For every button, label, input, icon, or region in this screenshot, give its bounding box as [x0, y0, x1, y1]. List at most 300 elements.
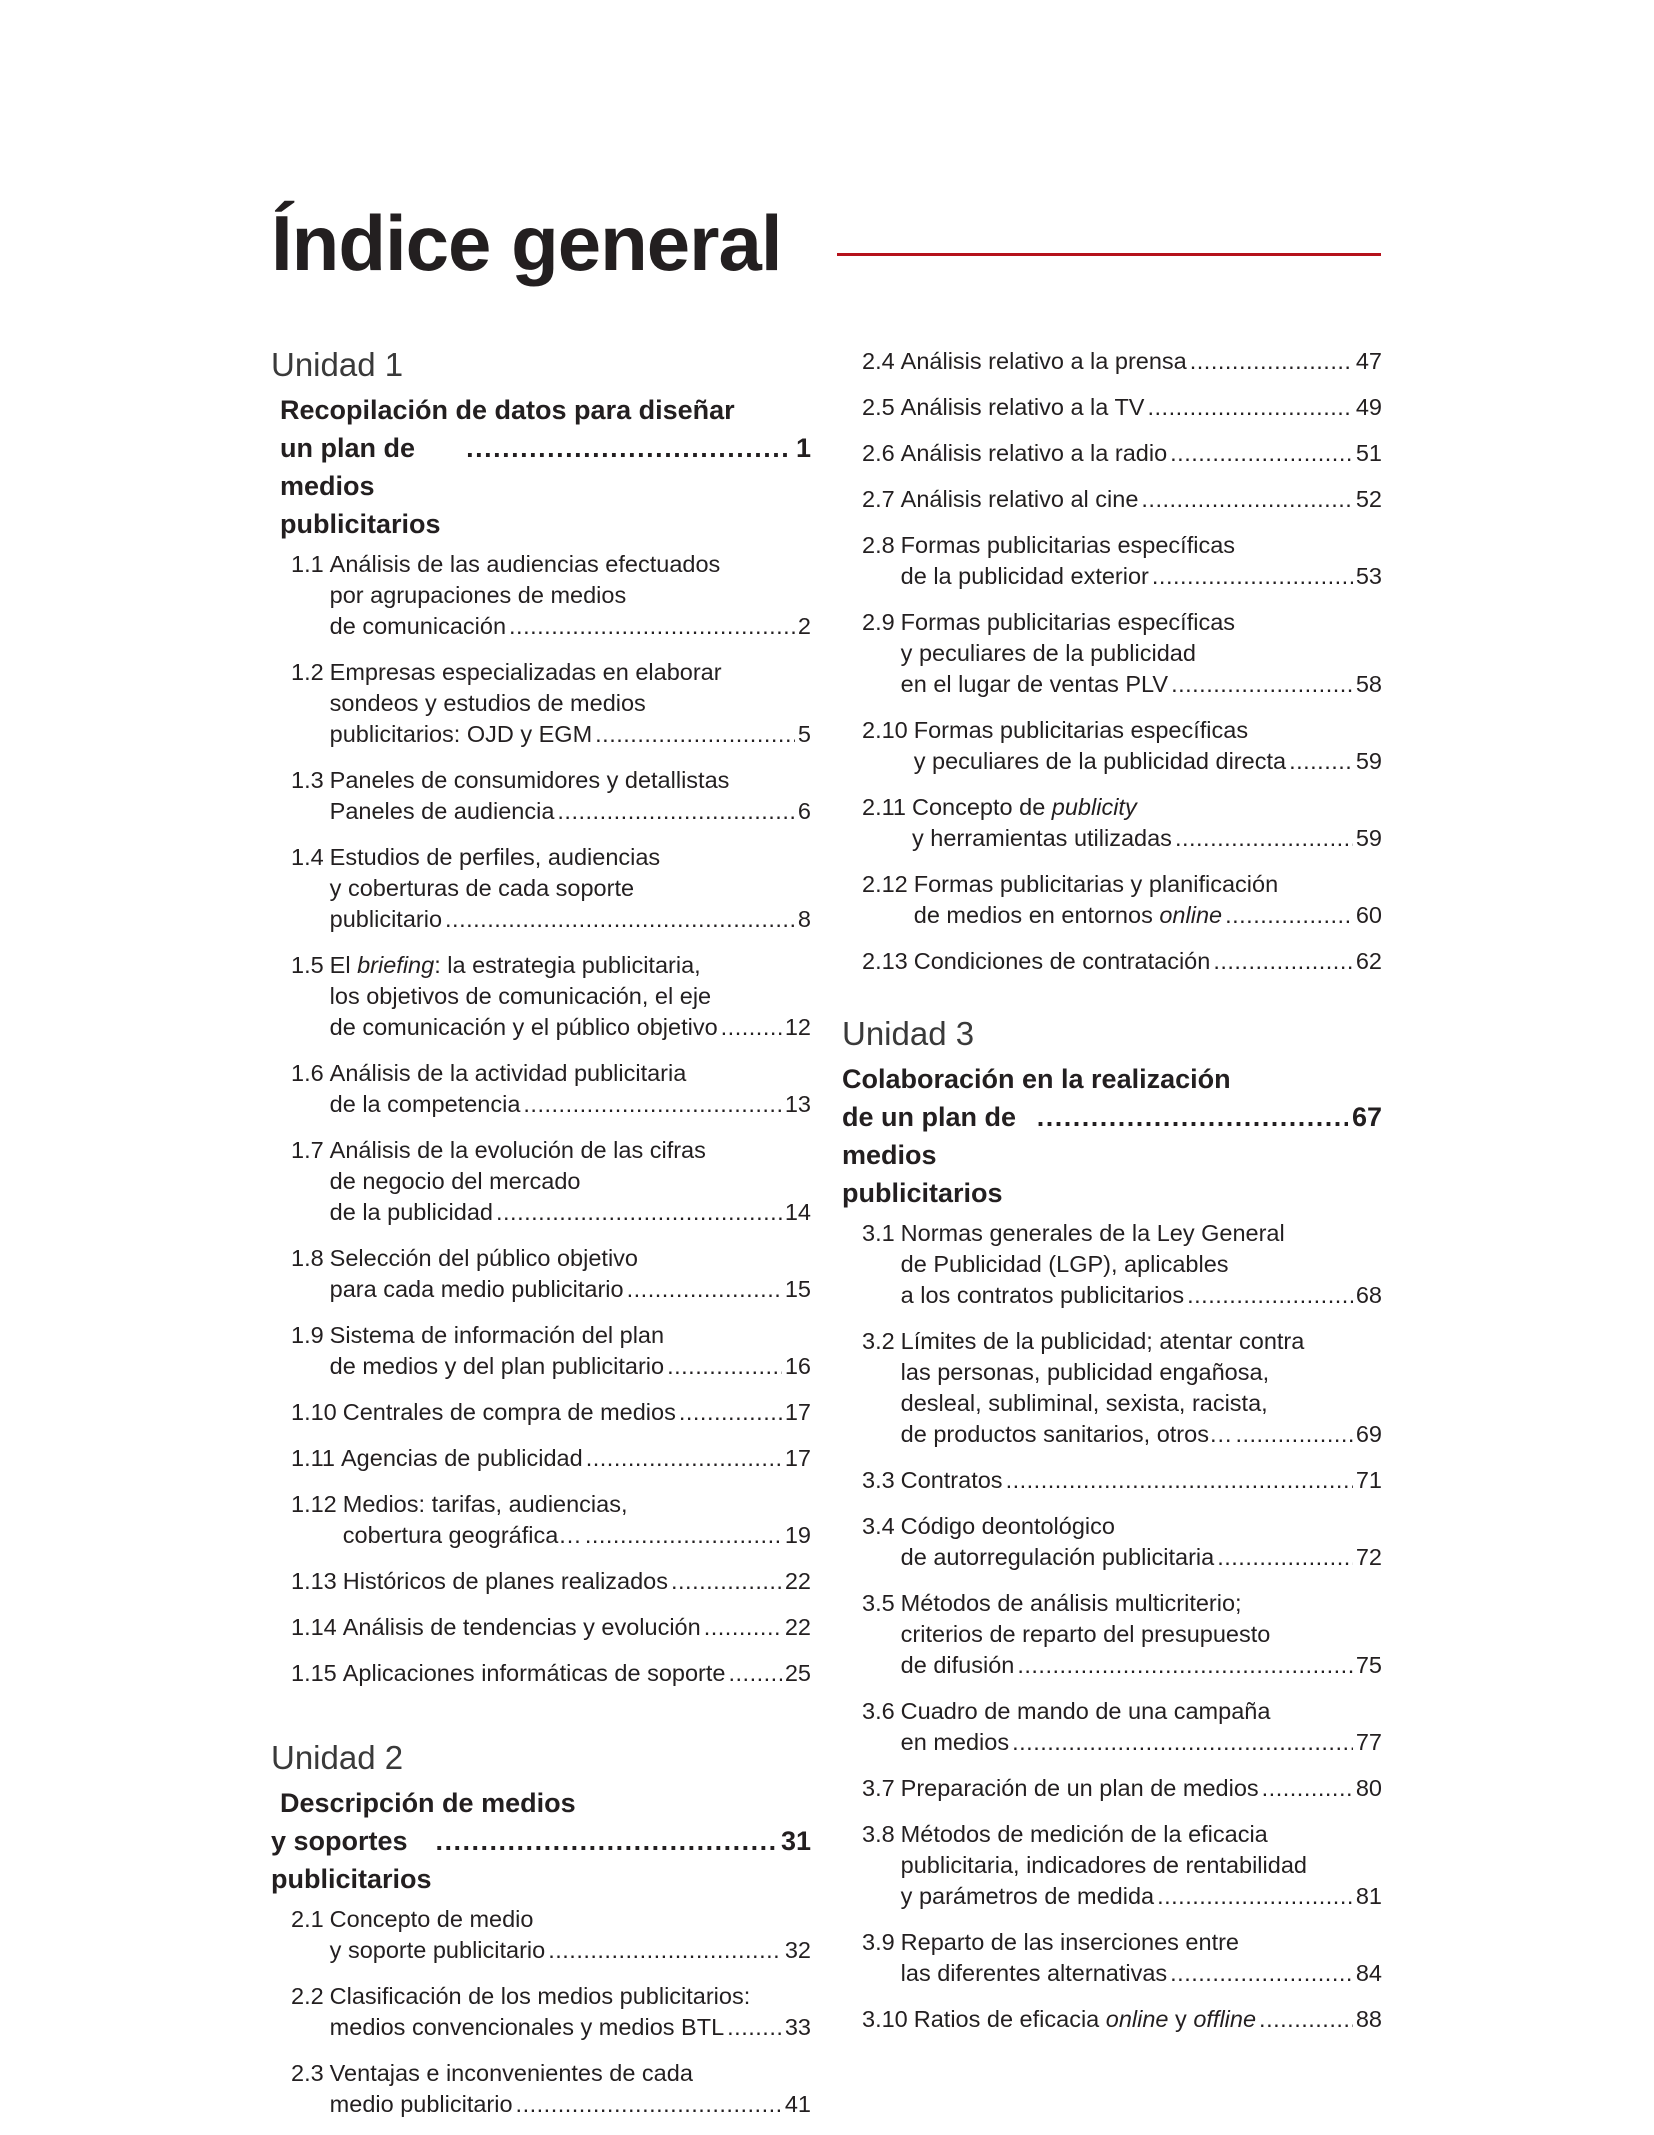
- toc-entry[interactable]: [842, 792, 1382, 854]
- toc-entry[interactable]: [842, 1588, 1382, 1681]
- entry-line: Código deontológico: [900, 1513, 1115, 1539]
- unit-entries: [271, 549, 811, 1689]
- toc-entry[interactable]: [271, 1443, 811, 1474]
- toc-entry[interactable]: [271, 657, 811, 750]
- toc-entry[interactable]: [271, 2058, 811, 2120]
- entry-line: Paneles de consumidores y detallistas: [329, 767, 730, 793]
- entry-body: [330, 950, 811, 1043]
- toc-entry[interactable]: [842, 607, 1382, 700]
- unit-title-line: Recopilación de datos para diseñar: [280, 395, 735, 425]
- entry-leader-line: [343, 1612, 811, 1643]
- entry-number: 2.1: [291, 1906, 324, 1932]
- entry-number: 2.7: [862, 486, 895, 512]
- title-rule: [837, 253, 1381, 256]
- leader-dots: [585, 1520, 782, 1551]
- entry-text: de medios y del plan publicitario: [329, 1353, 665, 1379]
- entry-leader-line: [901, 669, 1382, 700]
- entry-line: las personas, publicidad engañosa,: [900, 1359, 1270, 1385]
- entry-body: [901, 530, 1382, 592]
- leader-dots: [1152, 561, 1353, 592]
- toc-entry-row: [291, 1981, 811, 2043]
- entry-line: Análisis de las audiencias efectuados: [329, 551, 721, 577]
- toc-entry[interactable]: [842, 2004, 1382, 2035]
- entry-text: Aplicaciones informáticas de soporte: [342, 1660, 726, 1686]
- toc-entry[interactable]: [271, 950, 811, 1043]
- toc-entry[interactable]: [842, 1696, 1382, 1758]
- entry-number: 1.5: [291, 952, 324, 978]
- toc-entry[interactable]: [842, 530, 1382, 592]
- entry-page-number: 5: [797, 721, 811, 747]
- toc-entry-row: [862, 1819, 1382, 1912]
- entry-line: criterios de reparto del presupuesto: [900, 1621, 1271, 1647]
- entry-number: 2.8: [862, 532, 895, 558]
- page-title-row: [271, 198, 1381, 288]
- toc-entry[interactable]: [842, 438, 1382, 469]
- right-column: [842, 346, 1382, 2050]
- entry-number: 3.2: [862, 1328, 895, 1354]
- entry-line: Límites de la publicidad; atentar contra: [900, 1328, 1305, 1354]
- toc-entry[interactable]: [271, 1566, 811, 1597]
- toc-entry-row: [291, 1135, 811, 1228]
- unit-heading: Unidad 1: [271, 346, 404, 383]
- entry-body: [901, 1218, 1382, 1311]
- toc-entry[interactable]: [842, 346, 1382, 377]
- entry-text: en el lugar de ventas PLV: [900, 671, 1169, 697]
- toc-entry-row: [862, 1696, 1382, 1758]
- leader-dots: [595, 719, 795, 750]
- leader-dots: [1175, 823, 1353, 854]
- entry-leader-line: [901, 484, 1382, 515]
- toc-entry[interactable]: [271, 1058, 811, 1120]
- entry-text: Centrales de compra de medios: [342, 1399, 676, 1425]
- leader-dots: [1259, 2004, 1353, 2035]
- entry-page-number: 58: [1355, 671, 1382, 697]
- entry-page-number: 2: [797, 613, 811, 639]
- entry-text-italic: online: [1159, 902, 1223, 928]
- entry-page-number: 17: [784, 1399, 811, 1425]
- entry-text: para cada medio publicitario: [329, 1276, 624, 1302]
- entry-body: [330, 842, 811, 935]
- leader-dots: [466, 429, 792, 467]
- entry-leader-line: [914, 900, 1382, 931]
- entry-text: Ratios de eficacia: [913, 2006, 1106, 2032]
- entry-text: y herramientas utilizadas: [912, 825, 1172, 851]
- toc-entry[interactable]: [271, 1612, 811, 1643]
- entry-leader-line: [330, 1012, 811, 1043]
- entry-leader-line: [343, 1397, 811, 1428]
- entry-line: y coberturas de cada soporte: [329, 875, 635, 901]
- entry-body: [914, 715, 1382, 777]
- entry-line: [330, 950, 811, 981]
- unit-entries: [271, 1904, 811, 2120]
- toc-entry[interactable]: [271, 765, 811, 827]
- toc-entry[interactable]: [271, 1320, 811, 1382]
- entry-page-number: 80: [1355, 1775, 1382, 1801]
- entry-page-number: 33: [784, 2014, 811, 2040]
- entry-number: 3.4: [862, 1513, 895, 1539]
- entry-page-number: 59: [1355, 748, 1382, 774]
- entry-page-number: 62: [1355, 948, 1382, 974]
- entry-body: [901, 392, 1382, 423]
- toc-entry-row: [291, 549, 811, 642]
- entry-number: 1.2: [291, 659, 324, 685]
- toc-entry[interactable]: [271, 1243, 811, 1305]
- unit-heading: Unidad 2: [271, 1739, 404, 1776]
- entry-leader-line: [914, 946, 1382, 977]
- unit-title[interactable]: [271, 391, 811, 543]
- entry-page-number: 12: [784, 1014, 811, 1040]
- entry-text: Contratos: [900, 1467, 1003, 1493]
- entry-body: [901, 1588, 1382, 1681]
- toc-entry-row: [862, 2004, 1382, 2035]
- entry-line: Cuadro de mando de una campaña: [900, 1698, 1271, 1724]
- entry-text: de difusión: [900, 1652, 1015, 1678]
- entry-body: [330, 1243, 811, 1305]
- toc-entry-row: [291, 842, 811, 935]
- entry-body: [330, 1320, 811, 1382]
- leader-dots: [548, 1935, 782, 1966]
- entry-line: Medios: tarifas, audiencias,: [342, 1491, 628, 1517]
- toc-entry-row: [291, 2058, 811, 2120]
- entry-text-italic: offline: [1193, 2006, 1257, 2032]
- entry-text: medios convencionales y medios BTL: [329, 2014, 725, 2040]
- toc-entry[interactable]: [842, 1819, 1382, 1912]
- toc-entry-row: [862, 438, 1382, 469]
- toc-entry-row: [862, 607, 1382, 700]
- entry-number: 1.15: [291, 1660, 337, 1686]
- entry-number: 1.1: [291, 551, 324, 577]
- entry-line: Concepto de medio: [329, 1906, 534, 1932]
- entry-leader-line: [330, 2012, 811, 2043]
- entry-number: 2.5: [862, 394, 895, 420]
- entry-line: Selección del público objetivo: [329, 1245, 638, 1271]
- entry-body: [330, 657, 811, 750]
- entry-line: Formas publicitarias específicas: [913, 717, 1249, 743]
- entry-page-number: 69: [1355, 1421, 1382, 1447]
- toc-entry-row: [291, 1320, 811, 1382]
- entry-text: [914, 2004, 1256, 2035]
- leader-dots: [1170, 1958, 1353, 1989]
- entry-line: de negocio del mercado: [329, 1168, 581, 1194]
- entry-body: [343, 1612, 811, 1643]
- entry-number: 3.7: [862, 1775, 895, 1801]
- toc-entry-row: [862, 346, 1382, 377]
- toc-entry[interactable]: [842, 1465, 1382, 1496]
- leader-dots: [1190, 346, 1353, 377]
- entry-number: 3.5: [862, 1590, 895, 1616]
- entry-number: 1.9: [291, 1322, 324, 1348]
- entry-line: y peculiares de la publicidad: [900, 640, 1196, 666]
- entry-page-number: 84: [1355, 1960, 1382, 1986]
- entry-text: publicitario: [329, 906, 443, 932]
- toc-entry-row: [291, 1243, 811, 1305]
- entry-text: El: [329, 952, 358, 978]
- entry-number: 2.13: [862, 948, 908, 974]
- entry-leader-line: [901, 1773, 1382, 1804]
- unit-title[interactable]: [271, 1784, 811, 1898]
- entry-leader-line: [901, 1542, 1382, 1573]
- entry-body: [343, 1397, 811, 1428]
- entry-text: de la publicidad: [329, 1199, 493, 1225]
- toc-entry[interactable]: [842, 869, 1382, 931]
- unit-title-line: y soportes publicitarios: [271, 1826, 432, 1894]
- entry-body: [343, 1489, 811, 1551]
- entry-text: de comunicación y el público objetivo: [329, 1014, 718, 1040]
- entry-number: 3.9: [862, 1929, 895, 1955]
- entry-text: Paneles de audiencia: [329, 798, 555, 824]
- entry-text: : la estrategia publicitaria,: [434, 952, 701, 978]
- toc-entry[interactable]: [842, 1326, 1382, 1450]
- toc-entry-row: [291, 950, 811, 1043]
- entry-line: [912, 792, 1382, 823]
- entry-leader-line: [330, 1089, 811, 1120]
- entry-number: 3.6: [862, 1698, 895, 1724]
- entry-leader-line: [901, 1881, 1382, 1912]
- toc-entry[interactable]: [842, 1773, 1382, 1804]
- entry-text: y peculiares de la publicidad directa: [913, 748, 1287, 774]
- toc-entry-row: [862, 869, 1382, 931]
- entry-leader-line: [330, 1274, 811, 1305]
- entry-body: [341, 1443, 811, 1474]
- entry-line: Métodos de medición de la eficacia: [900, 1821, 1268, 1847]
- toc-entry[interactable]: [842, 392, 1382, 423]
- unit-title-line: Colaboración en la realización: [842, 1064, 1231, 1094]
- entry-page-number: 25: [784, 1660, 811, 1686]
- leader-dots: [1017, 1650, 1353, 1681]
- leader-dots: [1262, 1773, 1353, 1804]
- toc-entry-row: [862, 792, 1382, 854]
- entry-text: [914, 900, 1222, 931]
- entry-body: [330, 1058, 811, 1120]
- entry-body: [912, 792, 1382, 854]
- entry-body: [901, 346, 1382, 377]
- entry-page-number: 32: [784, 1937, 811, 1963]
- entry-page-number: 81: [1355, 1883, 1382, 1909]
- entry-body: [330, 1981, 811, 2043]
- entry-body: [914, 869, 1382, 931]
- entry-text: a los contratos publicitarios: [900, 1282, 1185, 1308]
- entry-line: Formas publicitarias y planificación: [913, 871, 1279, 897]
- toc-entry-row: [291, 765, 811, 827]
- toc-entry[interactable]: [842, 1218, 1382, 1311]
- leader-dots: [728, 1658, 781, 1689]
- leader-dots: [667, 1351, 782, 1382]
- entry-line: Análisis de la evolución de las cifras: [329, 1137, 706, 1163]
- toc-entry-row: [291, 1058, 811, 1120]
- entry-body: [330, 1904, 811, 1966]
- leader-dots: [1170, 438, 1353, 469]
- leader-dots: [1187, 1280, 1353, 1311]
- entry-line: Formas publicitarias específicas: [900, 532, 1236, 558]
- entry-line: por agrupaciones de medios: [329, 582, 627, 608]
- entry-page-number: 49: [1355, 394, 1382, 420]
- entry-line: publicitaria, indicadores de rentabilidad: [900, 1852, 1307, 1878]
- entry-page-number: 22: [784, 1614, 811, 1640]
- toc-entry[interactable]: [271, 1981, 811, 2043]
- entry-text: Análisis relativo a la prensa: [900, 348, 1187, 374]
- entry-number: 2.12: [862, 871, 908, 897]
- entry-line: Sistema de información del plan: [329, 1322, 665, 1348]
- entry-body: [901, 484, 1382, 515]
- entry-line: sondeos y estudios de medios: [329, 690, 646, 716]
- entry-body: [901, 1326, 1382, 1450]
- entry-line: Reparto de las inserciones entre: [900, 1929, 1240, 1955]
- entry-body: [901, 1696, 1382, 1758]
- entry-body: [330, 765, 811, 827]
- entry-page-number: 47: [1355, 348, 1382, 374]
- toc-entry-row: [291, 1566, 811, 1597]
- entry-page-number: 41: [784, 2091, 811, 2117]
- entry-line: Métodos de análisis multicriterio;: [900, 1590, 1242, 1616]
- unit-page-number: 31: [780, 1826, 811, 1856]
- entry-leader-line: [901, 438, 1382, 469]
- toc-entry-row: [862, 1588, 1382, 1681]
- unit-title-line: un plan de medios publicitarios: [280, 433, 441, 539]
- entry-text: las diferentes alternativas: [900, 1960, 1168, 1986]
- unit-title[interactable]: [842, 1060, 1382, 1212]
- entry-line: Ventajas e inconvenientes de cada: [329, 2060, 693, 2086]
- toc-entry[interactable]: [271, 1135, 811, 1228]
- leader-dots: [1289, 746, 1353, 777]
- entry-body: [901, 607, 1382, 700]
- leader-dots: [704, 1612, 782, 1643]
- entry-number: 1.13: [291, 1568, 337, 1594]
- leader-dots: [1157, 1881, 1353, 1912]
- entry-text: Preparación de un plan de medios: [900, 1775, 1259, 1801]
- unit-page-number: 67: [1351, 1102, 1382, 1132]
- entry-text: Análisis de tendencias y evolución: [342, 1614, 701, 1640]
- entry-number: 2.9: [862, 609, 895, 635]
- leader-dots: [1147, 392, 1352, 423]
- entry-number: 2.3: [291, 2060, 324, 2086]
- leader-dots: [1225, 900, 1353, 931]
- toc-entry[interactable]: [842, 484, 1382, 515]
- toc-entry[interactable]: [271, 1904, 811, 1966]
- toc-entry[interactable]: [271, 1658, 811, 1689]
- entry-page-number: 19: [784, 1522, 811, 1548]
- entry-text: de la publicidad exterior: [900, 563, 1149, 589]
- entry-leader-line: [343, 1520, 811, 1551]
- entry-page-number: 75: [1355, 1652, 1382, 1678]
- toc-entry-row: [862, 392, 1382, 423]
- entry-page-number: 52: [1355, 486, 1382, 512]
- entry-leader-line: [901, 392, 1382, 423]
- entry-number: 1.4: [291, 844, 324, 870]
- toc-entry-row: [291, 1443, 811, 1474]
- entry-leader-line: [901, 1650, 1382, 1681]
- entry-text: y soporte publicitario: [329, 1937, 546, 1963]
- entry-body: [901, 1465, 1382, 1496]
- entry-leader-line: [901, 1280, 1382, 1311]
- entry-text: Concepto de: [912, 794, 1052, 820]
- entry-page-number: 15: [784, 1276, 811, 1302]
- entry-body: [330, 1135, 811, 1228]
- leader-dots: [721, 1012, 782, 1043]
- entry-page-number: 16: [784, 1353, 811, 1379]
- toc-entry-row: [291, 1612, 811, 1643]
- entry-body: [901, 1511, 1382, 1573]
- leader-dots: [1235, 1419, 1352, 1450]
- leader-dots: [509, 611, 795, 642]
- entry-line: de Publicidad (LGP), aplicables: [900, 1251, 1229, 1277]
- entry-number: 3.10: [862, 2006, 908, 2032]
- entry-body: [330, 549, 811, 642]
- unit-title-leader: [842, 1098, 1382, 1212]
- entry-page-number: 68: [1355, 1282, 1382, 1308]
- unit-heading: Unidad 3: [842, 1015, 975, 1052]
- toc-entry[interactable]: [271, 1489, 811, 1551]
- entry-number: 1.3: [291, 767, 324, 793]
- toc-entry[interactable]: [271, 1397, 811, 1428]
- entry-line: Estudios de perfiles, audiencias: [329, 844, 661, 870]
- entry-leader-line: [901, 1419, 1382, 1450]
- toc-entry-row: [291, 1397, 811, 1428]
- entry-line: los objetivos de comunicación, el eje: [329, 983, 712, 1009]
- entry-number: 3.8: [862, 1821, 895, 1847]
- entry-page-number: 88: [1355, 2006, 1382, 2032]
- entry-text: en medios: [900, 1729, 1010, 1755]
- entry-text: de autorregulación publicitaria: [900, 1544, 1215, 1570]
- toc-entry[interactable]: [271, 549, 811, 642]
- entry-leader-line: [330, 796, 811, 827]
- entry-number: 2.10: [862, 717, 908, 743]
- entry-leader-line: [330, 611, 811, 642]
- entry-body: [901, 438, 1382, 469]
- toc-entry-row: [291, 1489, 811, 1551]
- toc-entry[interactable]: [842, 1511, 1382, 1573]
- leader-dots: [1217, 1542, 1353, 1573]
- unit-title-line: de un plan de medios publicitarios: [842, 1102, 1017, 1208]
- entry-text: Análisis relativo a la radio: [900, 440, 1168, 466]
- entry-text: Agencias de publicidad: [341, 1445, 583, 1471]
- entry-text: Análisis relativo a la TV: [900, 394, 1145, 420]
- entry-line: desleal, subliminal, sexista, racista,: [900, 1390, 1268, 1416]
- entry-text: de la competencia: [329, 1091, 521, 1117]
- toc-entry[interactable]: [271, 842, 811, 935]
- entry-page-number: 77: [1355, 1729, 1382, 1755]
- entry-page-number: 22: [784, 1568, 811, 1594]
- entry-text: de medios en entornos: [913, 902, 1160, 928]
- toc-entry[interactable]: [842, 1927, 1382, 1989]
- entry-number: 1.7: [291, 1137, 324, 1163]
- entry-number: 1.11: [291, 1445, 335, 1471]
- entry-number: 1.10: [291, 1399, 337, 1425]
- toc-entry-row: [862, 1326, 1382, 1450]
- toc-entry-row: [862, 530, 1382, 592]
- entry-line: Análisis de la actividad publicitaria: [329, 1060, 687, 1086]
- leader-dots: [1213, 946, 1353, 977]
- entry-leader-line: [912, 823, 1382, 854]
- entry-leader-line: [901, 346, 1382, 377]
- leader-dots: [586, 1443, 782, 1474]
- entry-line: Clasificación de los medios publicitarios:: [329, 1983, 751, 2009]
- leader-dots: [523, 1089, 781, 1120]
- unit-entries: [842, 1218, 1382, 2035]
- entry-text: de comunicación: [329, 613, 507, 639]
- page-title: Índice general: [271, 199, 782, 287]
- entry-leader-line: [330, 719, 811, 750]
- entry-text: Análisis relativo al cine: [900, 486, 1139, 512]
- entry-page-number: 59: [1355, 825, 1382, 851]
- toc-entry[interactable]: [842, 946, 1382, 977]
- entry-leader-line: [901, 1958, 1382, 1989]
- toc-entry[interactable]: [842, 715, 1382, 777]
- entry-number: 2.6: [862, 440, 895, 466]
- entry-leader-line: [901, 1465, 1382, 1496]
- entry-number: 2.2: [291, 1983, 324, 2009]
- entry-page-number: 6: [797, 798, 811, 824]
- entry-leader-line: [330, 2089, 811, 2120]
